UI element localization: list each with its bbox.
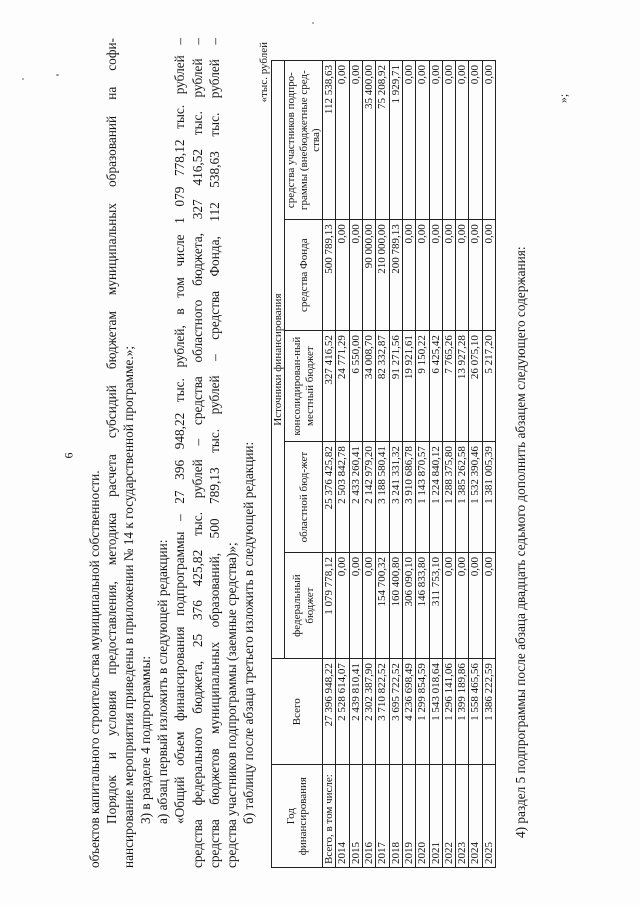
cell-fund: 0,00	[442, 220, 455, 331]
cell-federal: 0,00	[456, 553, 469, 659]
cell-regional: 1 381 005,39	[482, 442, 495, 553]
cell-local: 24 771,29	[336, 331, 349, 442]
closing-quote: »;	[556, 93, 571, 104]
cell-participants: 0,00	[429, 61, 442, 220]
cell-regional: 1 532 390,46	[469, 442, 482, 553]
cell-local: 13 927,28	[456, 331, 469, 442]
cell-year: 2015	[349, 765, 362, 868]
cell-fund: 0,00	[429, 220, 442, 331]
cell-regional: 1 385 262,58	[456, 442, 469, 553]
table-row	[456, 61, 469, 868]
cell-local: 9 150,22	[416, 331, 429, 442]
cell-fund: 0,00	[336, 220, 349, 331]
header-sources: Источники финансирования	[271, 61, 284, 659]
scan-speck	[22, 78, 24, 80]
cell-regional: 3 188 580,41	[376, 442, 389, 553]
cell-year: 2014	[336, 765, 349, 868]
cell-year: 2019	[402, 765, 415, 868]
scan-speck	[56, 74, 59, 76]
table-row	[469, 61, 482, 868]
paragraph-procedure-line2: нансирование мероприятия приведены в приложении № 14 к государственной программе.»;	[121, 345, 137, 868]
cell-year: 2016	[363, 765, 376, 868]
cell-local: 91 271,56	[389, 331, 402, 442]
table-body	[323, 61, 496, 868]
cell-total: 3 695 722,52	[389, 659, 402, 765]
table-row	[442, 61, 455, 868]
cell-regional: 2 433 260,41	[349, 442, 362, 553]
cell-total: 4 236 698,49	[402, 659, 415, 765]
cell-total: 1 296 141,06	[442, 659, 455, 765]
cell-federal: 0,00	[482, 553, 495, 659]
table-row	[482, 61, 495, 868]
quote-line1: «Общий объем финансирования подпрограммы – 27 396 948,22 тыс. рублей, в том числе 1 079 778,12 тыс. рублей –	[172, 38, 188, 824]
cell-fund: 0,00	[349, 220, 362, 331]
cell-total: 1 558 465,56	[469, 659, 482, 765]
cell-fund: 200 789,13	[389, 220, 402, 331]
cell-federal: 0,00	[442, 553, 455, 659]
cell-local: 26 075,10	[469, 331, 482, 442]
cell-participants: 75 208,92	[376, 61, 389, 220]
cell-fund: 0,00	[456, 220, 469, 331]
cell-year: 2022	[442, 765, 455, 868]
cell-participants: 112 538,63	[323, 61, 336, 220]
page-number: 6	[61, 452, 76, 459]
header-total: Всего	[271, 659, 322, 765]
table-row	[429, 61, 442, 868]
cell-year: 2021	[429, 765, 442, 868]
cell-local: 7 765,26	[442, 331, 455, 442]
table-row	[402, 61, 415, 868]
cell-regional: 1 224 840,12	[429, 442, 442, 553]
table-row	[416, 61, 429, 868]
cell-year: Всего, в том числе:	[323, 765, 336, 868]
scan-speck	[312, 22, 314, 24]
cell-total: 2 302 387,90	[363, 659, 376, 765]
cell-participants: 0,00	[349, 61, 362, 220]
cell-regional: 1 143 870,57	[416, 442, 429, 553]
cell-participants: 0,00	[482, 61, 495, 220]
item-3a: а) абзац первый изложить в следующей редакции:	[155, 539, 171, 824]
cell-federal: 160 400,80	[389, 553, 402, 659]
cell-regional: 2 142 979,20	[363, 442, 376, 553]
cell-regional: 3 910 686,78	[402, 442, 415, 553]
table-row	[336, 61, 349, 868]
financing-table	[271, 60, 496, 868]
header-participants: средства участников подпро-граммы (внебюджетные сред-ства)	[285, 61, 323, 220]
quote-line4: средства участников подпрограммы (заемные средства)»;	[223, 542, 239, 868]
cell-federal: 311 753,10	[429, 553, 442, 659]
cell-participants: 0,00	[469, 61, 482, 220]
header-federal: федеральный бюджет	[285, 553, 323, 659]
table-row	[349, 61, 362, 868]
cell-year: 2017	[376, 765, 389, 868]
cell-total: 1 299 854,59	[416, 659, 429, 765]
cell-local: 82 332,87	[376, 331, 389, 442]
cell-fund: 0,00	[402, 220, 415, 331]
cell-local: 34 008,70	[363, 331, 376, 442]
cell-total: 27 396 948,22	[323, 659, 336, 765]
cell-fund: 0,00	[416, 220, 429, 331]
header-regional: областной бюд-жет	[285, 442, 323, 553]
cell-local: 6 425,42	[429, 331, 442, 442]
item-3b: б) таблицу после абзаца третьего изложить в следующей редакции:	[240, 441, 256, 824]
quote-line2: средства федерального бюджета, 25 376 425,82 тыс. рублей – средства областного бюджета, 327 416,52 тыс. рублей –	[189, 38, 205, 868]
cell-regional: 3 241 331,32	[389, 442, 402, 553]
cell-participants: 1 929,71	[389, 61, 402, 220]
cell-federal: 306 090,10	[402, 553, 415, 659]
cell-regional: 2 503 842,78	[336, 442, 349, 553]
table-row	[389, 61, 402, 868]
cell-year: 2018	[389, 765, 402, 868]
cell-local: 327 416,52	[323, 331, 336, 442]
cell-year: 2023	[456, 765, 469, 868]
cell-federal: 1 079 778,12	[323, 553, 336, 659]
cell-fund: 210 000,00	[376, 220, 389, 331]
header-fund: средства Фонда	[285, 220, 323, 331]
header-local: консолидирован-ный местный бюджет	[285, 331, 323, 442]
cell-total: 2 528 614,07	[336, 659, 349, 765]
cell-year: 2024	[469, 765, 482, 868]
cell-federal: 0,00	[363, 553, 376, 659]
cell-total: 1 543 018,64	[429, 659, 442, 765]
rotated-content	[86, 38, 640, 868]
cell-participants: 0,00	[402, 61, 415, 220]
cell-federal: 0,00	[336, 553, 349, 659]
cell-total: 3 710 822,52	[376, 659, 389, 765]
paragraph-construction: объектов капитального строительства муниципальной собственности.	[87, 470, 102, 868]
header-year: Год финансирования	[271, 765, 322, 868]
cell-participants: 0,00	[442, 61, 455, 220]
table-row	[323, 61, 336, 868]
cell-federal: 0,00	[349, 553, 362, 659]
cell-fund: 0,00	[482, 220, 495, 331]
unit-label: «тыс. рублей	[257, 42, 270, 103]
item-4: 4) раздел 5 подпрограммы после абзаца двадцать седьмого дополнить абзацем следующего содержания:	[512, 246, 528, 838]
quote-line3: средства бюджетов муниципальных образований, 500 789,13 тыс. рублей – средства Фонда, 112 538,63 тыс. рублей –	[206, 38, 222, 868]
cell-federal: 154 700,32	[376, 553, 389, 659]
table-row	[376, 61, 389, 868]
cell-local: 6 550,00	[349, 331, 362, 442]
cell-federal: 146 833,80	[416, 553, 429, 659]
cell-total: 1 386 222,59	[482, 659, 495, 765]
cell-federal: 0,00	[469, 553, 482, 659]
cell-fund: 90 000,00	[363, 220, 376, 331]
cell-participants: 35 400,00	[363, 61, 376, 220]
paragraph-procedure-line1: Порядок и условия предоставления, методика расчета субсидий бюджетам муниципальных образований на софи-	[104, 38, 120, 824]
cell-year: 2020	[416, 765, 429, 868]
cell-fund: 500 789,13	[323, 220, 336, 331]
cell-participants: 0,00	[336, 61, 349, 220]
cell-regional: 25 376 425,82	[323, 442, 336, 553]
cell-local: 5 217,20	[482, 331, 495, 442]
cell-total: 2 439 810,41	[349, 659, 362, 765]
cell-total: 1 399 189,86	[456, 659, 469, 765]
cell-regional: 1 288 375,80	[442, 442, 455, 553]
cell-participants: 0,00	[456, 61, 469, 220]
cell-fund: 0,00	[469, 220, 482, 331]
cell-year: 2025	[482, 765, 495, 868]
item-3: 3) в разделе 4 подпрограммы:	[138, 655, 154, 824]
cell-local: 19 921,61	[402, 331, 415, 442]
cell-participants: 0,00	[416, 61, 429, 220]
table-row	[363, 61, 376, 868]
